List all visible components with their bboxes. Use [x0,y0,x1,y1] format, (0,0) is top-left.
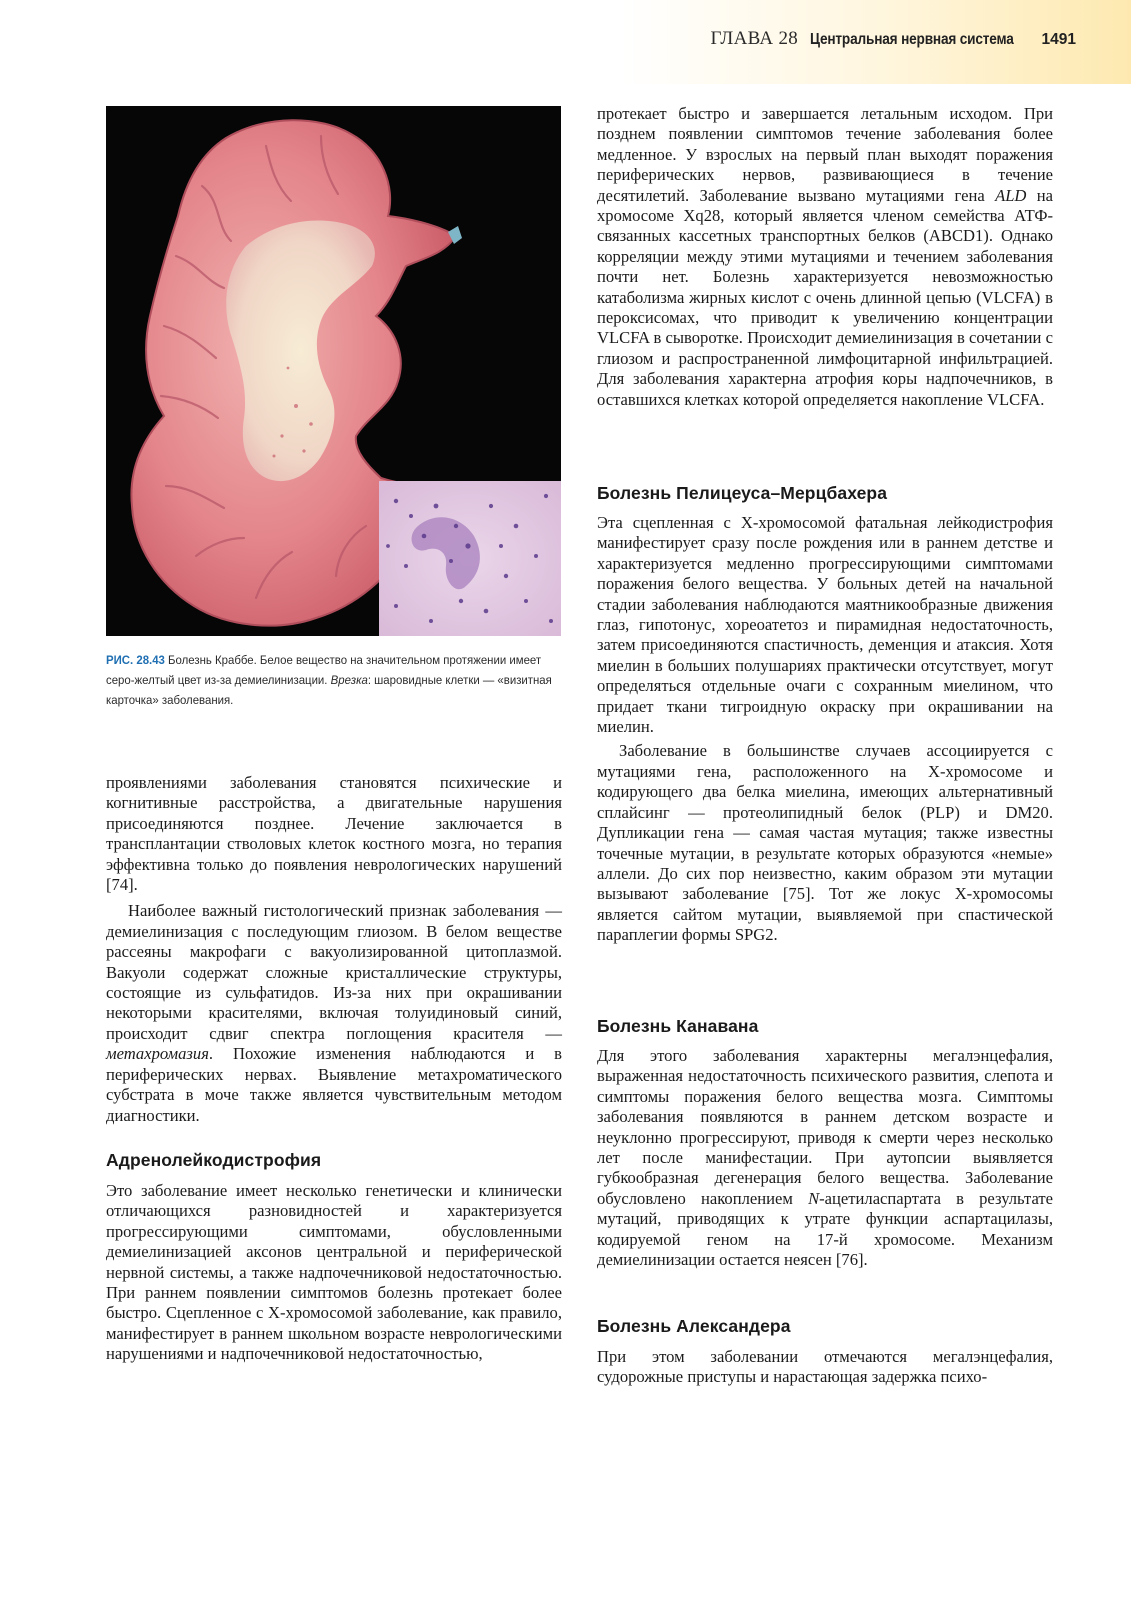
heading-alexander: Болезнь Александера [597,1316,791,1336]
heading-pelizaeus-merzbacher: Болезнь Пелицеуса–Мерцбахера [597,483,888,503]
right-column-block-2 [597,513,1053,946]
right-column-block-3 [597,1046,1053,1270]
paragraph: Эта сцепленная с Х-хромосомой фатальная лейкодистрофия манифестирует сразу после рождения или в раннем детстве и характеризуется медленно прогрессирующими симптомами поражения белого вещества. У больных детей на начальной стадии заболевания наблюдаются маятникообразные движения глаз, гипотонус, хореоатетоз и пирамидная недостаточность, затем присоединяются спастичность, деменция и атаксия. Хотя миелин в больших полушариях практически отсутствует, могут определяться отдельные очаги с сохранным миелином, что придает ткани тигроидную окраску при окрашивании на миелин. [597,513,1053,737]
heading-adrenoleukodystrophy: Адренолейкодистрофия [106,1150,322,1170]
paragraph: проявлениями заболевания становятся психические и когнитивные расстройства, а двигательные нарушения присоединяются позднее. Лечение заключается в трансплантации стволовых клеток костного мозга, но терапия эффективна только до появления неврологических нарушений [74]. [106,773,562,895]
caption-text-1: Болезнь Краббе. Белое вещество на значительном протяжении имеет серо-желтый цвет из-за демиелинизации. [106,653,542,687]
paragraph: Для этого заболевания характерны мегалэнцефалия, выраженная недостаточность психического развития, слепота и симптомы поражения белого вещества мозга. Симптомы заболевания появляются в раннем детском возрасте и неуклонно прогрессируют, приводя к смерти через несколько лет после манифестации. При аутопсии выявляется губкообразная дегенерация белого вещества. Заболевание обусловлено накоплением N-ацетиласпартата в результате мутаций, приводящих к утрате функции аспартацилазы, кодируемой геном на 17-й хромосоме. Механизм демиелинизации остается неясен [76]. [597,1046,1053,1270]
brain-photo [106,106,561,636]
histology-inset [379,481,561,636]
page-number: 1491 [1041,31,1076,48]
heading-canavan: Болезнь Канавана [597,1016,759,1036]
chapter-title: Центральная нервная система [810,31,1014,48]
left-column-block-1 [106,773,562,1126]
figure-label: РИС. 28.43 [106,653,165,667]
paragraph: протекает быстро и завершается летальным исходом. При позднем появлении симптомов течение заболевания более медленное. У взрослых на первый план выходят поражения периферических нервов, развивающиеся в течение десятилетий. Заболевание вызвано мутациями гена ALD на хромосоме Xq28, который является членом семейства АТФ-связанных кассетных транспортных белков (ABCD1). Однако корреляции между этими мутациями и течением заболевания почти нет. Болезнь характеризуется невозможностью катаболизма жирных кислот с очень длинной цепью (VLCFA) в пероксисомах, что приводит к увеличению концентрации VLCFA в сыворотке. Происходит демиелинизация в сочетании с глиозом и распространенной лимфоцитарной инфильтрацией. Для заболевания характерна атрофия коры надпочечников, в оставшихся клетках которой определяется накопление VLCFA. [597,104,1053,409]
figure-caption [106,650,564,710]
paragraph: Это заболевание имеет несколько генетически и клинически отличающихся разновидностей и характеризуется прогрессирующими симптомами, обусловленными демиелинизацией аксонов центральной и периферической нервной системы, а также надпочечниковой недостаточностью. При раннем появлении симптомов болезнь протекает более быстро. Сцепленное с Х-хромосомой заболевание, как правило, манифестирует в раннем школьном возрасте неврологическими нарушениями и надпочечниковой недостаточностью, [106,1181,562,1364]
paragraph: Заболевание в большинстве случаев ассоциируется с мутациями гена, расположенного на Х-хромосоме и кодирующего два белка миелина, имеющих альтернативный сплайсинг — протеолипидный белок (PLP) и DM20. Дупликации гена — самая частая мутация; также известны точечные мутации, в результате которых образуются «немые» аллели. До сих пор неизвестно, каким образом эти мутации вызывают заболевание [75]. Тот же локус Х-хромосомы является сайтом мутации, выявляемой при спастической параплегии формы SPG2. [597,741,1053,945]
chapter-label: ГЛАВА 28 [710,28,799,49]
right-column-block-4 [597,1347,1053,1388]
left-column-block-2 [106,1181,562,1365]
paragraph: При этом заболевании отмечаются мегалэнцефалия, судорожные приступы и нарастающая задержка психо- [597,1347,1053,1387]
caption-inset-label: Врезка [330,673,368,687]
caption-text-2: : шаровидные клетки — «визитная карточка» заболевания. [106,673,552,707]
figure-brain-specimen [106,106,561,636]
running-head [711,28,1076,52]
paragraph: Наиболее важный гистологический признак заболевания — демиелинизация с последующим глиозом. В белом веществе рассеяны макрофаги с вакуолизированной цитоплазмой. Вакуоли содержат сложные кристаллические структуры, состоящие из сульфатидов. Из-за них при окрашивании некоторыми красителями, включая толуидиновый синий, происходит сдвиг спектра поглощения красителя — метахромазия. Похожие изменения наблюдаются и в периферических нервах. Выявление метахроматического субстрата в моче также является чувствительным методом диагностики. [106,901,562,1125]
right-column-block-1 [597,104,1053,410]
